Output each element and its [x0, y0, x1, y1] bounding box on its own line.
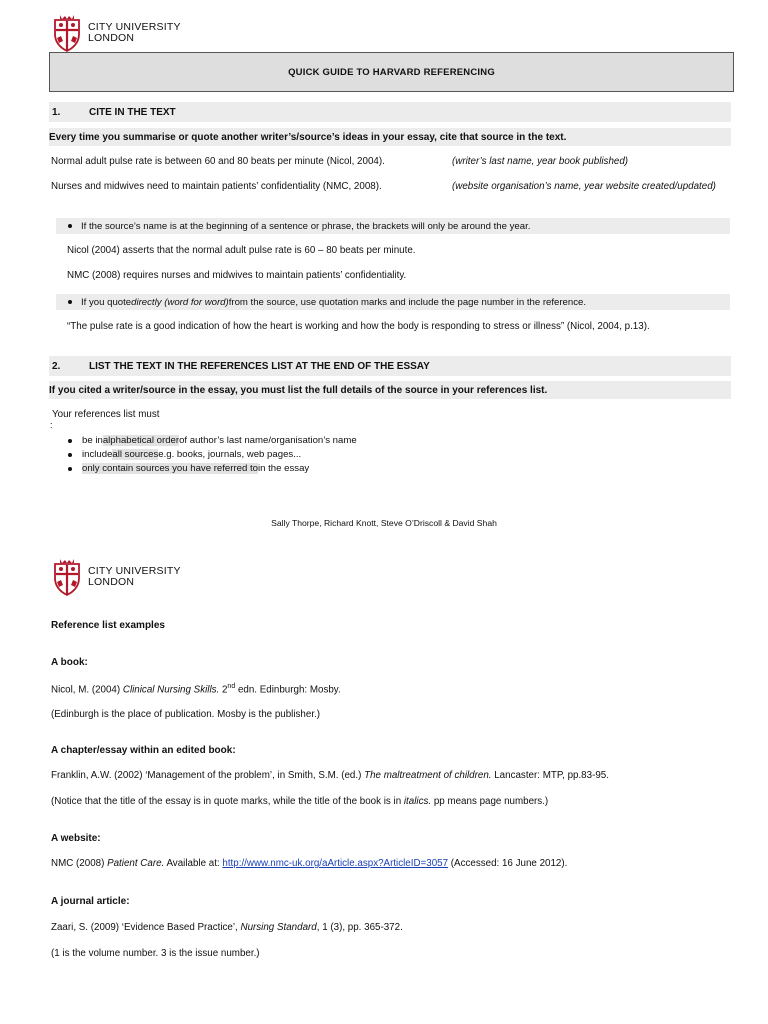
book-reference: [51, 683, 341, 695]
website-ref-post: (Accessed: 16 June 2012).: [448, 858, 568, 869]
list-item-post: in the essay: [258, 463, 310, 474]
website-label: A website:: [51, 833, 101, 844]
note-writer: (writer’s last name, year book published): [452, 156, 629, 167]
section1-heading: [49, 102, 731, 122]
bullet-dot-icon: [68, 439, 72, 443]
bullet-quote-italic: directly (word for word): [131, 296, 229, 308]
university-logo: [52, 14, 181, 52]
list-item: [68, 434, 357, 447]
journal-ref-post: , 1 (3), pp. 365-372.: [316, 922, 403, 933]
crest-icon: [52, 558, 82, 596]
list-item-pre: be in: [82, 435, 103, 446]
list-item-pre: include: [82, 449, 113, 460]
journal-ref-pre: Zaari, S. (2009) ‘Evidence Based Practice’,: [51, 922, 241, 933]
list-item-highlight: alphabetical order: [102, 435, 180, 446]
bullet-quote-pre: If you quote: [81, 296, 132, 308]
chapter-note-post: pp means page numbers.): [431, 796, 549, 807]
journal-reference: [51, 922, 403, 933]
bullet-quote-post: from the source, use quotation marks and include the page number in the reference.: [228, 296, 587, 308]
example-nmc-requires: NMC (2008) requires nurses and midwives to maintain patients’ confidentiality.: [67, 270, 407, 281]
authors-credit: Sally Thorpe, Richard Knott, Steve O’Driscoll & David Shah: [271, 518, 497, 528]
book-ref-edition: 2: [219, 684, 228, 696]
website-ref-title: Patient Care.: [107, 858, 165, 869]
book-ref-title: Clinical Nursing Skills.: [122, 684, 220, 696]
section2-heading: [49, 356, 731, 376]
bullet-dot-icon: [68, 467, 72, 471]
page-title: QUICK GUIDE TO HARVARD REFERENCING: [49, 52, 734, 92]
list-item-highlight: all sources: [112, 449, 159, 460]
references-lead: Your references list must: [52, 409, 160, 420]
journal-ref-title: Nursing Standard: [240, 922, 317, 933]
list-item: [68, 462, 309, 475]
logo-line1: CITY UNIVERSITY: [88, 565, 181, 577]
section1-number: 1.: [52, 106, 61, 118]
journal-note: (1 is the volume number. 3 is the issue number.): [51, 948, 260, 959]
section2-number: 2.: [52, 360, 61, 372]
chapter-label: A chapter/essay within an edited book:: [51, 745, 236, 756]
example-confidentiality: Nurses and midwives need to maintain patients’ confidentiality (NMC, 2008).: [51, 181, 382, 192]
section2-intro: If you cited a writer/source in the essay, you must list the full details of the source in your references list.: [49, 381, 731, 399]
chapter-note-pre: (Notice that the title of the essay is in quote marks, while the title of the book is in: [51, 796, 404, 807]
logo-line1: CITY UNIVERSITY: [88, 21, 181, 33]
list-item-post: of author’s last name/organisation’s name: [179, 435, 357, 446]
crest-icon: [52, 14, 82, 52]
university-logo: [52, 558, 181, 596]
bullet-dot-icon: [68, 300, 72, 304]
book-ref-pre: Nicol, M. (2004): [51, 684, 123, 696]
bullet-quote: [56, 294, 730, 310]
section1-title: CITE IN THE TEXT: [89, 106, 176, 118]
example-quote: “The pulse rate is a good indication of how the heart is working and how the body is responding to stress or illness” (Nicol, 2004, p.13).: [67, 321, 650, 332]
book-note: (Edinburgh is the place of publication. Mosby is the publisher.): [51, 709, 321, 720]
chapter-note-italic: italics.: [403, 796, 432, 807]
logo-line2: LONDON: [88, 32, 135, 44]
book-ref-sup: nd: [227, 683, 236, 690]
book-label: A book:: [51, 657, 88, 668]
section2-title: LIST THE TEXT IN THE REFERENCES LIST AT THE END OF THE ESSAY: [89, 360, 430, 372]
bullet-dot-icon: [68, 453, 72, 457]
references-colon: :: [50, 420, 53, 430]
logo-line2: LONDON: [88, 576, 135, 588]
reference-examples-heading: Reference list examples: [51, 620, 165, 631]
bullet-dot-icon: [68, 224, 72, 228]
website-ref-mid: Available at:: [164, 858, 223, 869]
chapter-ref-title: The maltreatment of children.: [364, 770, 492, 781]
note-website: (website organisation’s name, year website created/updated): [452, 181, 716, 192]
example-pulse-rate: Normal adult pulse rate is between 60 and 80 beats per minute (Nicol, 2004).: [51, 156, 385, 167]
chapter-ref-post: Lancaster: MTP, pp.83-95.: [491, 770, 609, 781]
list-item-post: e.g. books, journals, web pages...: [158, 449, 302, 460]
example-nicol-asserts: Nicol (2004) asserts that the normal adult pulse rate is 60 – 80 beats per minute.: [67, 245, 416, 256]
website-reference: [51, 858, 567, 869]
bullet-brackets-text: If the source’s name is at the beginning of a sentence or phrase, the brackets will only be around the year.: [81, 220, 531, 232]
chapter-reference: [51, 770, 609, 781]
chapter-note: [51, 796, 548, 807]
nmc-article-link[interactable]: http://www.nmc-uk.org/aArticle.aspx?ArticleID=3057: [222, 858, 449, 869]
chapter-ref-pre: Franklin, A.W. (2002) ‘Management of the problem’, in Smith, S.M. (ed.): [51, 770, 365, 781]
book-ref-post: edn. Edinburgh: Mosby.: [235, 684, 341, 696]
bullet-brackets: [56, 218, 730, 234]
list-item-highlight: only contain sources you have referred to: [82, 463, 258, 474]
journal-label: A journal article:: [51, 896, 130, 907]
section1-intro: Every time you summarise or quote another writer’s/source’s ideas in your essay, cite that source in the text.: [49, 128, 731, 146]
list-item: [68, 448, 301, 461]
website-ref-pre: NMC (2008): [51, 858, 108, 869]
